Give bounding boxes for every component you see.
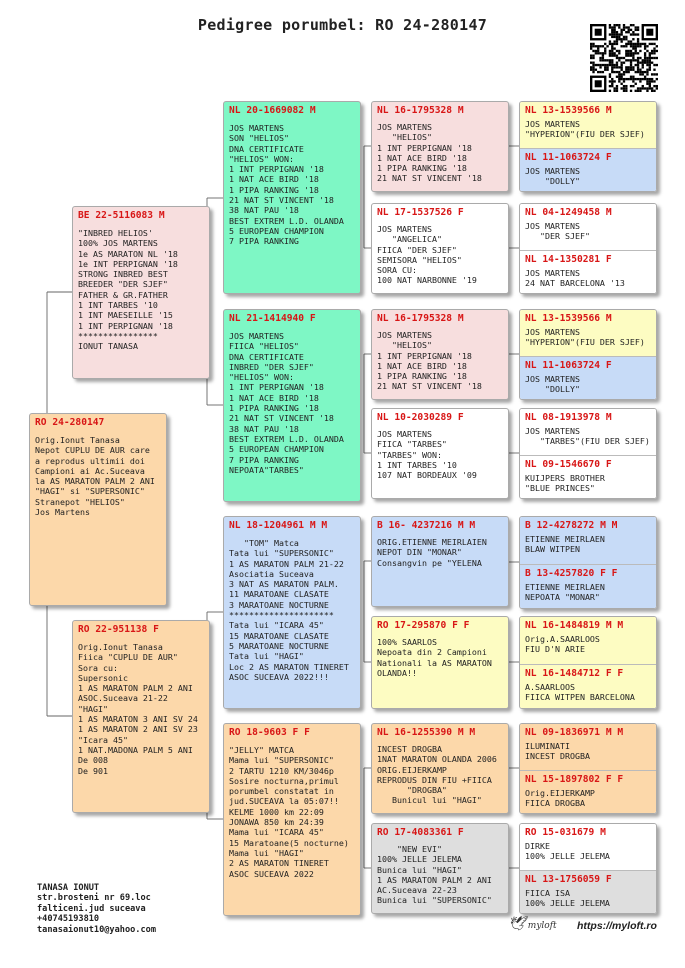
pigeon-card-sds <box>371 309 509 400</box>
sire-cell <box>520 724 656 770</box>
pigeon-card-ss <box>223 101 361 294</box>
pigeon-card-dam <box>72 620 210 813</box>
dam-cell <box>520 564 656 610</box>
pigeon-card-pair-g5g <box>519 723 657 814</box>
pigeon-card-sd <box>223 309 361 502</box>
sire-cell <box>520 517 656 564</box>
pigeon-description: Orig.A.SAARLOOS FIU D'N ARIE <box>525 634 600 655</box>
pigeon-description: JOS MARTENS "TARBES"(FIU DER SJEF) <box>525 426 650 447</box>
pigeon-description: JOS MARTENS SON "HELIOS" DNA CERTIFICATE "HELIOS" WON: 1 INT PERPIGNAN '18 1 NAT ACE BIRD '18 1 PIPA RANKING '18 21 NAT ST VINCENT '18 38 NAT PAU '18 BEST EXTREM L.D. OLANDA 5 EUROPEAN CHAMPION 7 PIPA RANKING <box>229 123 344 247</box>
logo-text: myloft <box>527 921 557 931</box>
ring-number: NL 11-1063724 F <box>525 151 612 163</box>
owner-email: tanasaionut10@yahoo.com <box>37 924 156 935</box>
website-link[interactable]: https://myloft.ro <box>577 920 657 932</box>
pigeon-description: JOS MARTENS "HYPERION"(FIU DER SJEF) <box>525 119 645 140</box>
pigeon-description: JOS MARTENS "ANGELICA" FIICA "DER SJEF" SEMISORA "HELIOS" SORA CU: 100 NAT NARBONNE '19 <box>377 224 477 286</box>
pigeon-description: JOS MARTENS "HELIOS" 1 INT PERPIGNAN '18 1 NAT ACE BIRD '18 1 PIPA RANKING '18 21 NAT ST VINCENT '18 <box>377 122 482 184</box>
pigeon-card-pair-g5c <box>519 309 657 400</box>
pigeon-description: Orig.EIJERKAMP FIICA DROGBA <box>525 787 595 808</box>
ring-number: NL 04-1249458 M <box>525 207 612 218</box>
pigeon-card-pair-g5h <box>519 823 657 914</box>
pigeon-description: JOS MARTENS 24 NAT BARCELONA '13 <box>525 267 625 288</box>
owner-address: str.brosteni nr 69.loc <box>37 893 151 904</box>
pigeon-card-body <box>30 414 166 605</box>
ring-number: BE 22-5116083 M <box>78 210 165 221</box>
pigeon-card-sss <box>371 101 509 192</box>
owner-name: TANASA IONUT <box>37 883 100 893</box>
myloft-logo <box>508 916 557 932</box>
pigeon-description: KUIJPERS BROTHER "BLUE PRINCES" <box>525 472 605 493</box>
pigeon-description: JOS MARTENS "HYPERION"(FIU DER SJEF) <box>525 327 645 348</box>
sire-cell <box>520 824 656 870</box>
dam-cell <box>520 664 656 710</box>
sire-cell <box>520 310 656 356</box>
pigeon-card-main <box>29 413 167 606</box>
ring-number: NL 18-1204961 M M <box>229 520 328 531</box>
ring-number: RO 22-951138 F <box>78 624 159 635</box>
ring-number: RO 17-4083361 F <box>377 827 464 838</box>
pigeon-card-pair-g5d <box>519 408 657 499</box>
pigeon-card-pair-g5f <box>519 616 657 709</box>
pigeon-card-body <box>372 204 508 293</box>
pigeon-card-dd <box>223 723 361 916</box>
pigeon-card-ds <box>223 516 361 709</box>
bird-logo-icon: 🕊 <box>508 916 526 932</box>
ring-number: NL 15-1897802 F F <box>525 773 624 785</box>
ring-number: NL 16-1255390 M M <box>377 727 476 738</box>
pigeon-card-dss <box>371 516 509 607</box>
dam-cell <box>520 356 656 401</box>
ring-number: B 16- 4237216 M M <box>377 520 476 531</box>
pigeon-card-body <box>73 207 209 378</box>
page-title: Pedigree porumbel: RO 24-280147 <box>197 16 488 34</box>
dam-cell <box>520 870 656 915</box>
pigeon-description: DIRKE 100% JELLE JELEMA <box>525 841 610 862</box>
pigeon-description: JOS MARTENS "HELIOS" 1 INT PERPIGNAN '18 1 NAT ACE BIRD '18 1 PIPA RANKING '18 21 NAT ST VINCENT '18 <box>377 330 482 392</box>
ring-number: NL 13-1539566 M <box>525 105 612 116</box>
owner-phone: +40745193810 <box>37 914 100 925</box>
ring-number: NL 09-1546670 F <box>525 458 612 470</box>
pigeon-description: INCEST DROGBA 1NAT MARATON OLANDA 2006 ORIG.EIJERKAMP REPRODUS DIN FIU +FIICA "DROGBA" Bunicul lui "HAGI" <box>377 744 497 806</box>
ring-number: RO 18-9603 F F <box>229 727 310 738</box>
ring-number: RO 15-031679 M <box>525 827 606 838</box>
ring-number: NL 13-1756059 F <box>525 873 612 885</box>
ring-number: NL 16-1795328 M <box>377 105 464 116</box>
pigeon-card-sdd <box>371 408 509 499</box>
pigeon-card-body <box>372 310 508 399</box>
ring-number: NL 13-1539566 M <box>525 313 612 324</box>
pigeon-description: Orig.Ionut Tanasa Fiica "CUPLU DE AUR" Sora cu: Supersonic 1 AS MARATON PALM 2 ANI ASOC.Suceava 21-22 "HAGI" 1 AS MARATON 3 ANI SV 24 1 AS MARATON 2 ANI SV 23 "Icara 45" 1 NAT.MADONA PALM 5 ANI De 008 De 901 <box>78 642 198 776</box>
dam-cell <box>520 148 656 193</box>
pigeon-card-body <box>73 621 209 812</box>
pigeon-description: JOS MARTENS FIICA "TARBES" "TARBES" WON: 1 INT TARBES '10 107 NAT BORDEAUX '09 <box>377 429 477 481</box>
pigeon-card-body <box>224 310 360 501</box>
sire-cell <box>520 102 656 148</box>
sire-cell <box>520 409 656 455</box>
pigeon-description: 100% SAARLOS Nepoata din 2 Campioni Nationali la AS MARATON OLANDA!! <box>377 637 492 678</box>
pigeon-card-body <box>224 517 360 708</box>
pigeon-card-dds <box>371 723 509 814</box>
pigeon-card-body <box>372 824 508 913</box>
sire-cell <box>520 617 656 664</box>
pigeon-card-sire <box>72 206 210 379</box>
ring-number: NL 14-1350281 F <box>525 253 612 265</box>
ring-number: NL 21-1414940 F <box>229 313 316 324</box>
owner-info <box>37 883 156 935</box>
ring-number: NL 20-1669082 M <box>229 105 316 116</box>
pigeon-card-body <box>372 102 508 191</box>
ring-number: NL 10-2030289 F <box>377 412 464 423</box>
pigeon-card-body <box>224 724 360 915</box>
pigeon-description: Orig.Ionut Tanasa Nepot CUPLU DE AUR care a reprodus ultimii doi Campioni ai Ac.Suceava la AS MARATON PALM 2 ANI "HAGI" si "SUPERSONIC" Stranepot "HELIOS" Jos Martens <box>35 435 155 518</box>
ring-number: B 13-4257820 F F <box>525 567 618 579</box>
pigeon-description: JOS MARTENS "DOLLY" <box>525 373 580 394</box>
dam-cell <box>520 455 656 500</box>
pigeon-description: ETIENNE MEIRLAEN NEPOATA "MONAR" <box>525 581 605 602</box>
pigeon-description: "INBRED HELIOS' 100% JOS MARTENS 1e AS MARATON NL '18 1e INT PERPIGNAN '18 STRONG INBRED BEST BREEDER "DER SJEF" FATHER & GR.FATHER 1 INT TARBES '10 1 INT MAESEILLE '15 1 INT PERPIGNAN '18 **************** IONUT TANASA <box>78 228 178 352</box>
ring-number: RO 24-280147 <box>35 417 105 428</box>
pigeon-card-ssd <box>371 203 509 294</box>
dam-cell <box>520 250 656 295</box>
pigeon-description: FIICA ISA 100% JELLE JELEMA <box>525 887 610 908</box>
pigeon-description: "TOM" Matca Tata lui "SUPERSONIC" 1 AS MARATON PALM 21-22 Asociatia Suceava 3 NAT AS MARATON PALM. 11 MARATOANE CLASATE 3 MARATOANE NOCTURNE ********************* Tata lui "ICARA 45" 15 MARATOANE CLASATE 5 MARATOANE NOCTURNE Tata lui "HAGI" Loc 2 AS MARATON TINERET ASOC SUCEAVA 2022!!! <box>229 538 349 682</box>
pigeon-card-pair-g5a <box>519 101 657 192</box>
pigeon-description: ETIENNE MEIRLAEN BLAW WITPEN <box>525 534 605 555</box>
ring-number: NL 16-1484712 F F <box>525 667 624 679</box>
ring-number: B 12-4278272 M M <box>525 520 618 531</box>
ring-number: NL 16-1795328 M <box>377 313 464 324</box>
ring-number: NL 16-1484819 M M <box>525 620 624 631</box>
pigeon-card-ddd <box>371 823 509 914</box>
owner-city: falticeni.jud suceava <box>37 903 146 914</box>
pigeon-card-pair-g5b <box>519 203 657 294</box>
sire-cell <box>520 204 656 250</box>
pigeon-card-body <box>372 724 508 813</box>
pigeon-description: A.SAARLOOS FIICA WITPEN BARCELONA <box>525 681 635 702</box>
ring-number: NL 11-1063724 F <box>525 359 612 371</box>
ring-number: NL 09-1836971 M M <box>525 727 624 738</box>
ring-number: RO 17-295870 F F <box>377 620 470 631</box>
pigeon-description: JOS MARTENS FIICA "HELIOS" DNA CERTIFICATE INBRED "DER SJEF" "HELIOS" WON: 1 INT PERPIGNAN '18 1 NAT ACE BIRD '18 1 PIPA RANKING '18 21 NAT ST VINCENT '18 38 NAT PAU '18 BEST EXTREM L.D. OLANDA 5 EUROPEAN CHAMPION 7 PIPA RANKING NEPOATA"TARBES" <box>229 331 344 475</box>
pigeon-card-body <box>372 517 508 606</box>
dam-cell <box>520 770 656 815</box>
pigeon-description: ILUMINATI INCEST DROGBA <box>525 741 590 762</box>
pigeon-card-body <box>372 409 508 498</box>
pigeon-card-body <box>224 102 360 293</box>
pigeon-card-body <box>372 617 508 708</box>
pigeon-description: JOS MARTENS "DER SJEF" <box>525 221 590 242</box>
pigeon-description: "NEW EVI" 100% JELLE JELEMA Bunica lui "HAGI" 1 AS MARATON PALM 2 ANI AC.Suceava 22-23 Bunica lui "SUPERSONIC" <box>377 844 492 906</box>
pigeon-card-dsd <box>371 616 509 709</box>
pigeon-card-pair-g5e <box>519 516 657 609</box>
pigeon-description: "JELLY" MATCA Mama lui "SUPERSONIC" 2 TARTU 1210 KM/3046p Sosire nocturna,primul porumbel constatat in jud.SUCEAVA la 05:07!! KELME 1000 km 22:09 JONAWA 850 km 24:39 Mama lui "ICARA 45" 15 Maratoane(5 nocturne) Mama lui "HAGI" 2 AS MARATON TINERET ASOC SUCEAVA 2022 <box>229 745 349 879</box>
pigeon-description: JOS MARTENS "DOLLY" <box>525 165 580 186</box>
ring-number: NL 17-1537526 F <box>377 207 464 218</box>
ring-number: NL 08-1913978 M <box>525 412 612 423</box>
pigeon-description: ORIG.ETIENNE MEIRLAIEN NEPOT DIN "MONAR" Consangvin pe "YELENA <box>377 537 487 568</box>
